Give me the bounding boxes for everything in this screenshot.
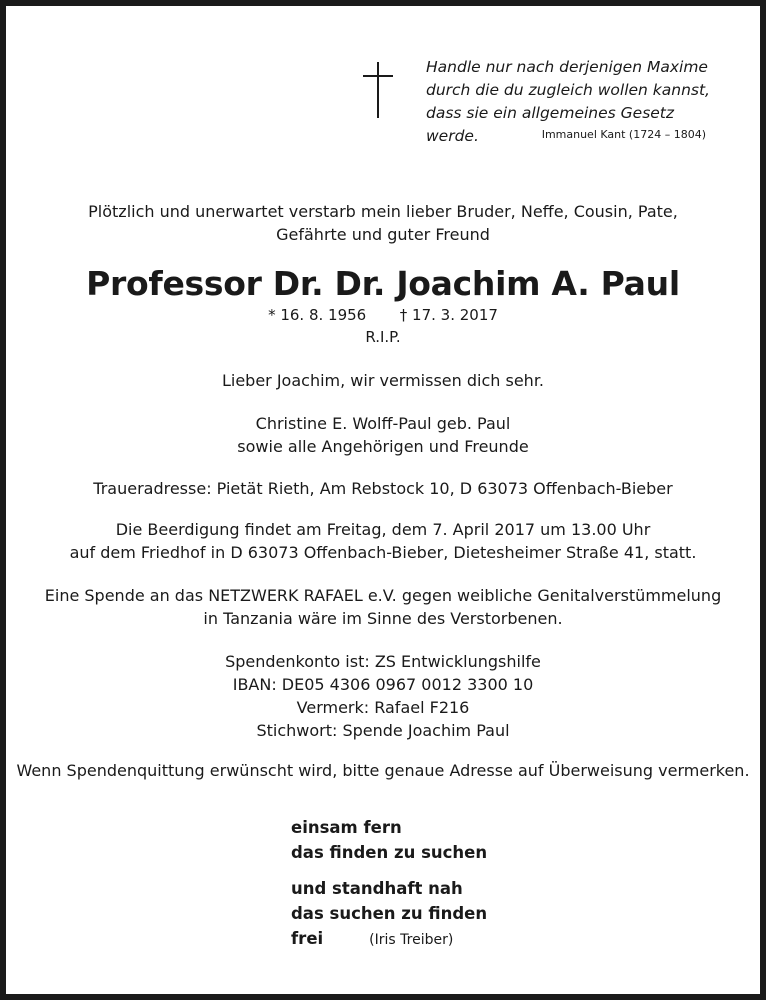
mourners-line: sowie alle Angehörigen und Freunde — [237, 437, 529, 456]
poem-line: das finden zu suchen — [291, 843, 488, 862]
donation-info — [6, 584, 760, 630]
mourners-line: Christine E. Wolff-Paul geb. Paul — [255, 414, 511, 433]
account-line: Vermerk: Rafael F216 — [296, 698, 470, 717]
donation-account — [6, 650, 760, 742]
donation-line: in Tanzania wäre im Sinne des Verstorbenen. — [203, 609, 563, 628]
account-line: Spendenkonto ist: ZS Entwicklungshilfe — [225, 652, 541, 671]
quote-author: Immanuel Kant (1724 – 1804) — [541, 128, 706, 141]
poem-line: einsam fern — [291, 818, 402, 837]
funeral-line: auf dem Friedhof in D 63073 Offenbach-Bieber, Dietesheimer Straße 41, statt. — [69, 543, 697, 562]
poem-line: und standhaft nah — [291, 879, 463, 898]
quote-line: dass sie ein allgemeines Gesetz werde. — [426, 104, 675, 145]
funeral-info — [6, 518, 760, 564]
mourners — [6, 412, 760, 458]
poem-last-line — [291, 926, 487, 953]
deceased-name: Professor Dr. Dr. Joachim A. Paul — [86, 264, 680, 303]
death-date: † 17. 3. 2017 — [399, 306, 498, 324]
mourning-address: Traueradresse: Pietät Rieth, Am Rebstock 10, D 63073 Offenbach-Bieber — [93, 479, 673, 498]
receipt-note: Wenn Spendenquittung erwünscht wird, bitte genaue Adresse auf Überweisung vermerken. — [16, 761, 750, 780]
quote-line: Handle nur nach derjenigen Maxime — [426, 58, 708, 76]
intro-line: Gefährte und guter Freund — [276, 225, 490, 244]
quote-line: durch die du zugleich wollen kannst, — [426, 81, 710, 99]
intro-text — [6, 200, 760, 246]
poem-stanza-2 — [291, 876, 487, 953]
donation-line: Eine Spende an das NETZWERK RAFAEL e.V. gegen weibliche Genitalverstümmelung — [44, 586, 722, 605]
intro-line: Plötzlich und unerwartet verstarb mein lieber Bruder, Neffe, Cousin, Pate, — [88, 202, 678, 221]
account-line: IBAN: DE05 4306 0967 0012 3300 10 — [232, 675, 534, 694]
rip: R.I.P. — [365, 328, 401, 346]
account-line: Stichwort: Spende Joachim Paul — [256, 721, 510, 740]
poem-stanza-1 — [291, 815, 487, 865]
life-dates — [6, 305, 760, 325]
poem-line: das suchen zu finden — [291, 904, 488, 923]
birth-date: * 16. 8. 1956 — [268, 306, 367, 324]
cross-icon — [361, 60, 395, 120]
poem-author: (Iris Treiber) — [369, 932, 454, 948]
poem-last-word: frei — [291, 929, 324, 948]
farewell-text: Lieber Joachim, wir vermissen dich sehr. — [221, 371, 545, 390]
funeral-line: Die Beerdigung findet am Freitag, dem 7. April 2017 um 13.00 Uhr — [115, 520, 651, 539]
